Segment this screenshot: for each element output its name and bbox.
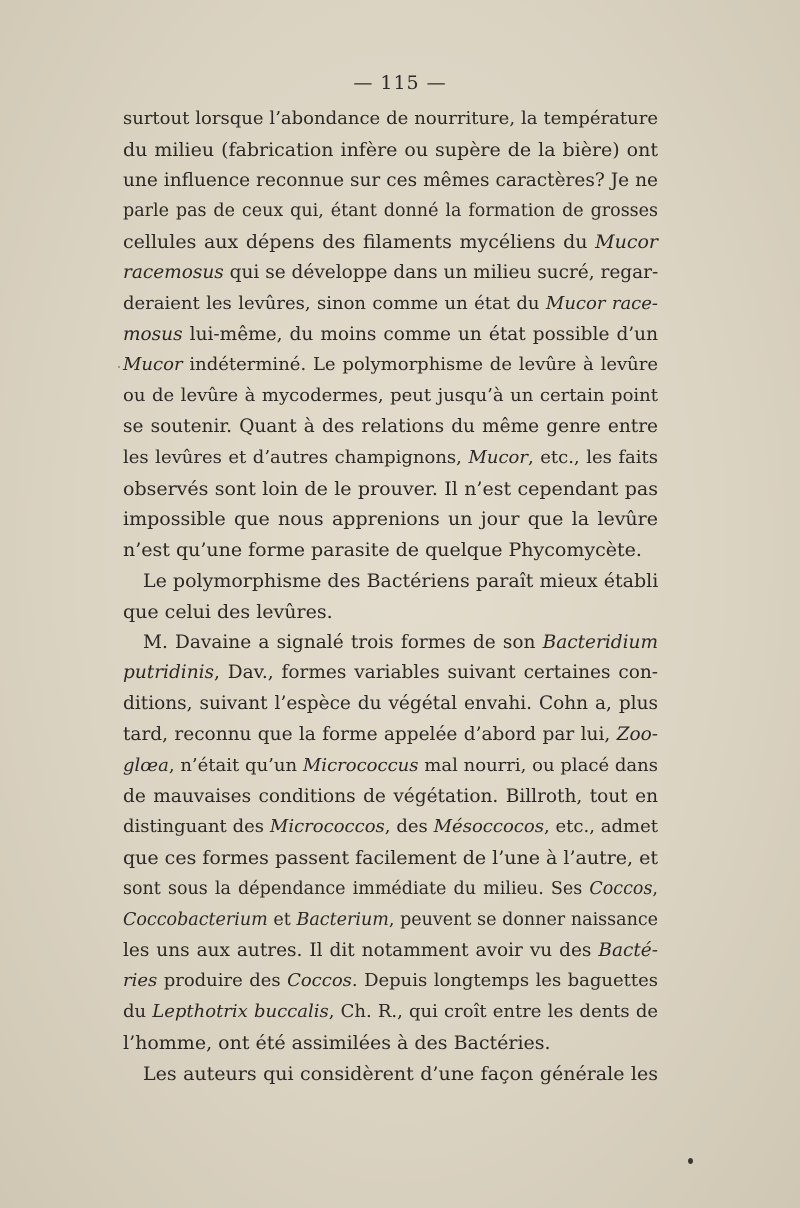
text-line: l’homme, ont été assimilées à des Bactéries. (123, 1031, 551, 1054)
text-line: Les auteurs qui considèrent d’une façon générale les (143, 1062, 658, 1085)
text-line: Le polymorphisme des Bactériens paraît mieux établi (143, 569, 659, 592)
text-span: , (652, 878, 658, 899)
text-line (123, 966, 658, 997)
text-line (123, 812, 658, 843)
text-span: et (267, 909, 297, 930)
text-span: , Dav., formes variables suivant certaines con- (214, 662, 658, 684)
text-line (123, 997, 658, 1028)
italic-span: Bacteridium (542, 631, 658, 653)
italic-span: Coccos (589, 878, 653, 899)
italic-span: Mucor (468, 446, 528, 468)
text-span: M. Davaine a signalé trois formes de son (143, 631, 543, 653)
text-span: , etc., les faits (527, 446, 658, 468)
text-line (123, 905, 658, 936)
text-span: , Ch. R., qui croît entre les dents de (328, 1001, 658, 1023)
text-line (123, 658, 658, 689)
italic-span: ries (123, 970, 158, 992)
text-line: observés sont loin de le prouver. Il n’est cependant pas (123, 477, 658, 500)
italic-span: Coccos (287, 970, 352, 992)
ink-speck (118, 366, 120, 368)
italic-span: Micrococcus (302, 754, 419, 776)
text-line: que celui des levûres. (123, 600, 333, 623)
text-line: ditions, suivant l’espèce du végétal envahi. Cohn a, plus (123, 693, 658, 715)
text-line: de mauvaises conditions de végétation. Billroth, tout en (123, 785, 658, 807)
text-line (123, 258, 658, 289)
text-line (123, 320, 658, 351)
italic-span: Lepthotrix buccalis (152, 1001, 329, 1023)
italic-span: Bacterium (296, 909, 389, 930)
text-line (123, 289, 658, 320)
text-span: , peuvent se donner naissance (388, 909, 658, 930)
text-line (123, 227, 658, 258)
italic-span: Micrococcos (269, 816, 385, 838)
text-line: n’est qu’une forme parasite de quelque Phycomycète. (123, 539, 642, 562)
page-number: — 115 — (353, 72, 447, 94)
italic-span: glœa (123, 754, 169, 776)
italic-span: Zoo- (616, 723, 658, 745)
text-line: se soutenir. Quant à des relations du même genre entre (123, 415, 658, 437)
italic-span: racemosus (123, 261, 224, 283)
text-line: ou de levûre à mycodermes, peut jusqu’à un certain point (123, 385, 658, 407)
text-line: que ces formes passent facilement de l’une à l’autre, et (123, 847, 658, 870)
text-span: deraient les levûres, sinon comme un état du (123, 292, 546, 314)
text-span: mal nourri, ou placé dans (418, 754, 658, 776)
text-span: les uns aux autres. Il dit notamment avoir vu des (123, 939, 599, 961)
ink-speck (688, 1158, 693, 1164)
italic-span: Mucor (123, 354, 183, 376)
text-span: , n’était qu’un (168, 754, 303, 776)
text-span: du (123, 1001, 153, 1023)
text-span: distinguant des (123, 816, 270, 838)
italic-span: putridinis (123, 662, 215, 684)
text-line: parle pas de ceux qui, étant donné la formation de grosses (123, 201, 658, 222)
text-line (123, 350, 658, 381)
text-span: produire des (157, 970, 288, 992)
text-line: une influence reconnue sur ces mêmes caractères? Je ne (123, 169, 658, 191)
italic-span: Mésoccocos (433, 816, 544, 838)
italic-span: Coccobacterium (123, 909, 268, 930)
text-span: sont sous la dépendance immédiate du milieu. Ses (123, 878, 590, 899)
text-line (123, 628, 658, 659)
text-line (123, 751, 658, 782)
text-line (123, 936, 658, 967)
text-span: , etc., admet (543, 816, 658, 838)
italic-span: mosus (123, 323, 183, 345)
text-line: surtout lorsque l’abondance de nourriture, la température (123, 108, 658, 129)
text-span: qui se développe dans un milieu sucré, regar- (223, 261, 659, 283)
text-line: du milieu (fabrication infère ou supère de la bière) ont (123, 138, 658, 161)
text-line (123, 720, 658, 751)
text-line: impossible que nous apprenions un jour que la levûre (123, 508, 658, 531)
text-span: indéterminé. Le polymorphisme de levûre à levûre (182, 354, 658, 376)
italic-span: Mucor race- (545, 292, 658, 314)
text-span: lui-même, du moins comme un état possible d’un (182, 323, 658, 345)
text-line (123, 443, 658, 474)
text-line (123, 874, 658, 905)
text-span: les levûres et d’autres champignons, (123, 446, 469, 468)
text-span: tard, reconnu que la forme appelée d’abord par lui, (123, 723, 617, 745)
text-span: . Depuis longtemps les baguettes (351, 970, 659, 992)
text-span: , des (384, 816, 434, 838)
body-text (123, 104, 658, 1090)
text-span: cellules aux dépens des filaments mycéliens du (123, 231, 596, 254)
italic-span: Bacté- (598, 939, 658, 961)
italic-span: Mucor (595, 231, 658, 254)
